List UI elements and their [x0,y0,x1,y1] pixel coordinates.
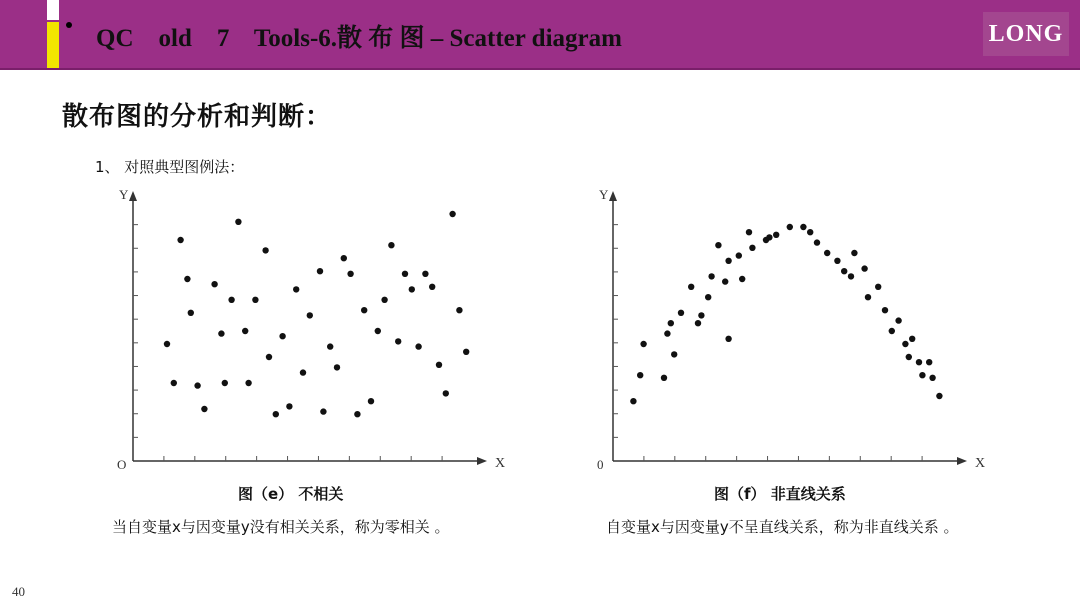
scatter-point [736,252,742,258]
scatter-point [678,310,684,316]
scatter-point [926,359,932,365]
x-axis-label: X [495,456,505,471]
scatter-point [661,375,667,381]
scatter-point [936,393,942,399]
scatter-point [320,408,326,414]
scatter-point [252,297,258,303]
scatter-point [637,372,643,378]
scatter-point [695,320,701,326]
scatter-point [916,359,922,365]
y-axis-arrow [609,191,617,201]
scatter-point [722,278,728,284]
scatter-point [664,330,670,336]
scatter-point [422,271,428,277]
scatter-point [375,328,381,334]
scatter-point [739,276,745,282]
scatter-point [361,307,367,313]
scatter-point [807,229,813,235]
header-accent-white [47,0,59,20]
scatter-point [688,284,694,290]
scatter-point [824,250,830,256]
bullet-dot [66,22,72,28]
scatter-point [368,398,374,404]
scatter-point [889,328,895,334]
scatter-point [317,268,323,274]
brand-logo: LONG [983,12,1069,56]
scatter-point [725,336,731,342]
scatter-point [279,333,285,339]
scatter-point [245,380,251,386]
scatter-point [865,294,871,300]
scatter-point [640,341,646,347]
origin-label: O [117,457,127,472]
scatter-point [184,276,190,282]
scatter-point [300,369,306,375]
chart-f-description: 自变量x与因变量y不呈直线关系，称为非直线关系 。 [606,518,959,536]
scatter-point [334,364,340,370]
scatter-point [429,284,435,290]
scatter-point [875,284,881,290]
scatter-point [909,336,915,342]
scatter-point [906,354,912,360]
scatter-point [307,312,313,318]
page-number: 40 [12,584,25,599]
scatter-point [848,273,854,279]
x-axis-label: X [975,456,985,471]
scatter-point [919,372,925,378]
scatter-point [668,320,674,326]
scatter-point [708,273,714,279]
scatter-point [164,341,170,347]
chart-f-caption: 图（f） 非直线关系 [714,485,846,503]
scatter-point [194,382,200,388]
scatter-point [201,406,207,412]
scatter-point [671,351,677,357]
scatter-point [381,297,387,303]
x-axis-arrow [957,457,967,465]
scatter-point [171,380,177,386]
scatter-point [456,307,462,313]
scatter-point [841,268,847,274]
y-axis-label: Y [599,187,609,202]
chart-e-description: 当自变量x与因变量y没有相关关系，称为零相关 。 [112,518,450,536]
header-bar [0,0,1080,70]
header-title: QC old 7 Tools-6.散 布 图 – Scatter diagram [96,25,622,52]
scatter-chart-e [105,185,505,480]
scatter-point [749,245,755,251]
scatter-point [766,234,772,240]
scatter-point [293,286,299,292]
scatter-point [327,343,333,349]
scatter-point [463,349,469,355]
scatter-point [266,354,272,360]
y-axis-arrow [129,191,137,201]
scatter-point [218,330,224,336]
scatter-point [228,297,234,303]
scatter-point [211,281,217,287]
scatter-point [222,380,228,386]
scatter-point [177,237,183,243]
scatter-point [800,224,806,230]
x-axis-arrow [477,457,487,465]
scatter-point [725,258,731,264]
scatter-point [415,343,421,349]
scatter-point [409,286,415,292]
scatter-chart-f [585,185,985,480]
scatter-point [902,341,908,347]
scatter-point [395,338,401,344]
scatter-point [773,232,779,238]
scatter-point [746,229,752,235]
scatter-point [895,317,901,323]
scatter-point [262,247,268,253]
header-accent-yellow [47,22,59,68]
scatter-point [242,328,248,334]
scatter-point [436,362,442,368]
scatter-point [273,411,279,417]
scatter-point [814,239,820,245]
scatter-point [341,255,347,261]
scatter-point [347,271,353,277]
scatter-point [402,271,408,277]
origin-label: 0 [597,457,604,472]
y-axis-label: Y [119,187,129,202]
scatter-point [388,242,394,248]
scatter-point [630,398,636,404]
scatter-point [705,294,711,300]
scatter-point [443,390,449,396]
page-heading: 散布图的分析和判断： [62,102,333,132]
scatter-point [882,307,888,313]
scatter-point [188,310,194,316]
chart-e-caption: 图（e） 不相关 [238,485,344,503]
scatter-point [787,224,793,230]
scatter-point [698,312,704,318]
scatter-point [354,411,360,417]
scatter-point [449,211,455,217]
page-subheading: 1、 对照典型图例法： [95,158,245,176]
scatter-point [286,403,292,409]
scatter-point [861,265,867,271]
scatter-point [235,219,241,225]
scatter-point [715,242,721,248]
scatter-point [929,375,935,381]
scatter-point [851,250,857,256]
scatter-point [834,258,840,264]
